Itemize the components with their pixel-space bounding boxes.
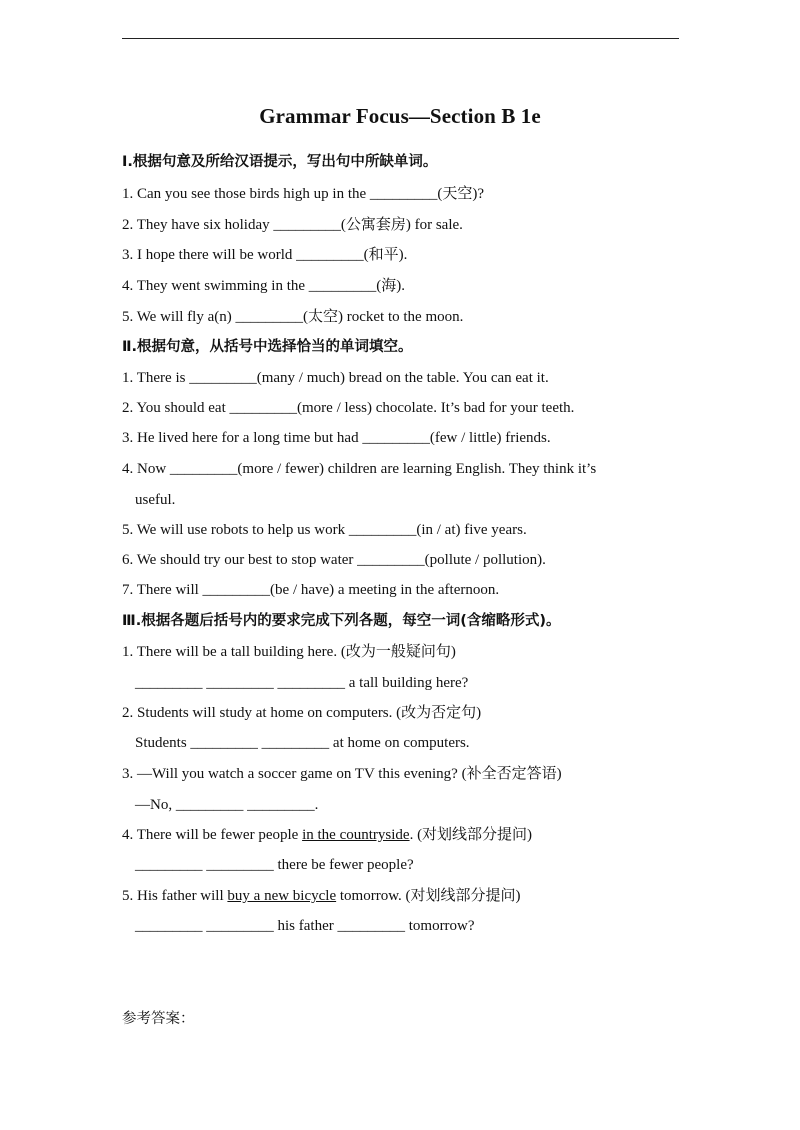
section-2-item-3: 3. He lived here for a long time but had _________(few / little) friends. xyxy=(122,430,551,446)
section-1-item-1: 1. Can you see those birds high up in the _________(天空)? xyxy=(122,186,485,202)
q4-text-post: . (对划线部分提问) xyxy=(409,827,533,843)
section-2-item-7: 7. There will _________(be / have) a meeting in the afternoon. xyxy=(122,582,500,598)
q5-text-pre: 5. His father will xyxy=(122,888,228,904)
section-3-q5 xyxy=(122,886,521,906)
section-3-q5-answer: _________ _________ his father _________ tomorrow? xyxy=(135,918,475,934)
section-2-item-6: 6. We should try our best to stop water _________(pollute / pollution). xyxy=(122,552,546,568)
section-2-heading: Ⅱ.根据句意，从括号中选择恰当的单词填空。 xyxy=(122,339,413,355)
answers-label: 参考答案： xyxy=(122,1011,195,1027)
section-3-q3: 3. —Will you watch a soccer game on TV this evening? (补全否定答语) xyxy=(122,766,562,782)
section-3-q4-answer: _________ _________ there be fewer people? xyxy=(135,857,414,873)
section-2-item-1: 1. There is _________(many / much) bread on the table. You can eat it. xyxy=(122,370,549,386)
section-3-q1-answer: _________ _________ _________ a tall building here? xyxy=(135,675,469,691)
section-3-q3-answer: —No, _________ _________. xyxy=(135,797,319,813)
q4-underlined-phrase: in the countryside xyxy=(302,827,410,843)
section-2-item-4-cont: useful. xyxy=(135,492,176,508)
q5-underlined-phrase: buy a new bicycle xyxy=(227,888,337,904)
section-3-q2-answer: Students _________ _________ at home on computers. xyxy=(135,735,470,751)
section-2-item-5: 5. We will use robots to help us work _________(in / at) five years. xyxy=(122,522,527,538)
section-1-item-4: 4. They went swimming in the _________(海). xyxy=(122,278,406,294)
q5-text-post: tomorrow. (对划线部分提问) xyxy=(336,888,521,904)
header-rule xyxy=(122,38,679,39)
section-2-item-4: 4. Now _________(more / fewer) children are learning English. They think it’s xyxy=(122,461,597,477)
section-1-item-2: 2. They have six holiday _________(公寓套房) for sale. xyxy=(122,217,463,233)
section-1-item-5: 5. We will fly a(n) _________(太空) rocket to the moon. xyxy=(122,309,464,325)
worksheet-title: Grammar Focus—Section B 1e xyxy=(259,104,541,128)
q4-text-pre: 4. There will be fewer people xyxy=(122,827,303,843)
section-2-item-2: 2. You should eat _________(more / less) chocolate. It’s bad for your teeth. xyxy=(122,400,575,416)
section-1-heading: Ⅰ.根据句意及所给汉语提示，写出句中所缺单词。 xyxy=(122,154,438,170)
section-3-heading: Ⅲ.根据各题后括号内的要求完成下列各题，每空一词(含缩略形式)。 xyxy=(122,613,561,629)
section-1-item-3: 3. I hope there will be world _________(和平). xyxy=(122,247,408,263)
section-3-q1: 1. There will be a tall building here. (改为一般疑问句) xyxy=(122,644,456,660)
section-3-q2: 2. Students will study at home on computers. (改为否定句) xyxy=(122,705,482,721)
section-3-q4 xyxy=(122,825,532,845)
